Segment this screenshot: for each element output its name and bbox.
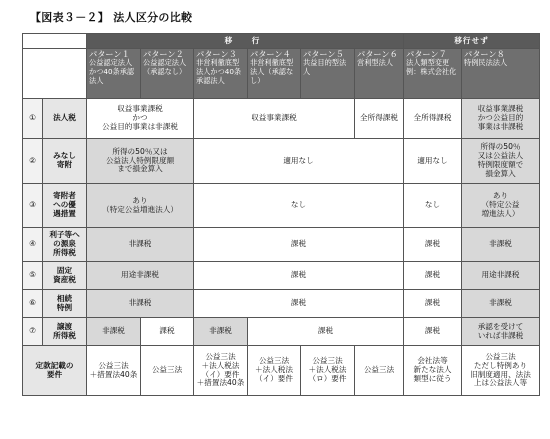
table-cell: 課税 [194,262,404,290]
row-number: ⑥ [23,290,43,318]
table-cell: 公益三法 ＋法人税法 （ロ）要件 [301,346,355,396]
table-cell: 課税 [141,318,194,346]
corner-cell [23,34,87,49]
table-cell: 公益三法 ただし特例あり 旧制度適用、法法 上は公益法人等 [462,346,540,396]
table-cell: なし [404,184,462,228]
row-label: 固定 資産税 [43,262,87,290]
pattern-header [355,49,404,99]
row-label: 定款記載の 要件 [23,346,87,396]
pattern-desc: 公益認定法人（承認なし） [143,58,187,77]
table-row [23,318,540,346]
pattern-desc: 共益目的型法人 [303,58,347,77]
table-cell: 所得の50％ 又は公益法人 特例限度額で 損金算入 [462,139,540,184]
table-cell: 用途非課税 [462,262,540,290]
header-row-patterns [23,49,540,99]
pattern-name: パターン８ [464,49,505,59]
row-label: みなし 寄附 [43,139,87,184]
table-cell: 収益事業課税 かつ 公益目的事業は非課税 [87,99,194,139]
table-row [23,262,540,290]
table-row [23,139,540,184]
pattern-name: パターン１ [89,49,130,59]
pattern-name: パターン７ [406,49,447,59]
table-cell: 収益事業課税 かつ公益目的 事業は非課税 [462,99,540,139]
corner-cell-2 [23,49,87,99]
table-cell: 課税 [404,290,462,318]
pattern-header [462,49,540,99]
table-cell: 会社法等 新たな法人 類型に従う [404,346,462,396]
table-row [23,290,540,318]
table-row [23,184,540,228]
row-number: ⑤ [23,262,43,290]
comparison-table [22,33,540,396]
table-cell: なし [194,184,404,228]
row-number: ① [23,99,43,139]
table-cell: 課税 [404,228,462,262]
table-cell: 公益三法 ＋措置法40条 [87,346,141,396]
pattern-header [194,49,248,99]
pattern-desc: 特例民法法人 [464,58,508,68]
pattern-header [404,49,462,99]
pattern-header [301,49,355,99]
table-cell: 非課税 [87,228,194,262]
pattern-desc: 営利型法人 [357,58,393,68]
table-row [23,99,540,139]
table-cell: 全所得課税 [355,99,404,139]
pattern-name: パターン５ [303,49,344,59]
row-number: ④ [23,228,43,262]
pattern-desc: 非営利徹底型法人（承認なし） [250,58,294,85]
table-cell: 課税 [194,228,404,262]
table-cell: 非課税 [462,228,540,262]
row-label: 寄附者 への優 遇措置 [43,184,87,228]
pattern-desc: 法人類型変更例：株式会社化 [406,58,457,77]
row-number: ③ [23,184,43,228]
table-cell: 全所得課税 [404,99,462,139]
row-number: ⑦ [23,318,43,346]
table-cell: 所得の50％又は 公益法人特例限度額 まで損金算入 [87,139,194,184]
table-cell: 非課税 [194,318,248,346]
table-cell: 収益事業課税 [194,99,355,139]
row-label: 法人税 [43,99,87,139]
pattern-desc: 公益認定法人かつ40条承認法人 [89,58,135,85]
table-cell: 公益三法 ＋法人税法 （イ）要件 ＋措置法40条 [194,346,248,396]
row-label: 相続 特例 [43,290,87,318]
row-label: 譲渡 所得税 [43,318,87,346]
table-cell: 非課税 [87,290,194,318]
table-cell: 非課税 [462,290,540,318]
table-cell: 公益三法 ＋法人税法 （イ）要件 [248,346,301,396]
header-row-group [23,34,540,49]
table-row [23,346,540,396]
table-cell: 公益三法 [355,346,404,396]
pattern-name: パターン２ [143,49,184,59]
table-cell: 承認を受けて いれば非課税 [462,318,540,346]
pattern-header [248,49,301,99]
table-cell: 非課税 [87,318,141,346]
page-title: 【図表３－２】 法人区分の比較 [30,11,193,24]
table-cell: 用途非課税 [87,262,194,290]
table-cell: 課税 [404,262,462,290]
header-migrate: 移 行 [87,34,404,49]
table-cell: 課税 [404,318,462,346]
pattern-desc: 非営利徹底型法人かつ40条承認法人 [196,58,242,85]
row-label: 利子等へ の源泉 所得税 [43,228,87,262]
row-number: ② [23,139,43,184]
pattern-header [87,49,141,99]
pattern-header [141,49,194,99]
table-cell: 課税 [194,290,404,318]
pattern-name: パターン６ [357,49,398,59]
pattern-name: パターン４ [250,49,291,59]
table-cell: あり （特定公益増進法人） [87,184,194,228]
table-cell: あり （特定公益 増進法人） [462,184,540,228]
table-cell: 公益三法 [141,346,194,396]
table-cell: 適用なし [404,139,462,184]
table-cell: 適用なし [194,139,404,184]
table-row [23,228,540,262]
table-cell: 課税 [248,318,404,346]
pattern-name: パターン３ [196,49,237,59]
header-no-migrate: 移行せず [404,34,540,49]
